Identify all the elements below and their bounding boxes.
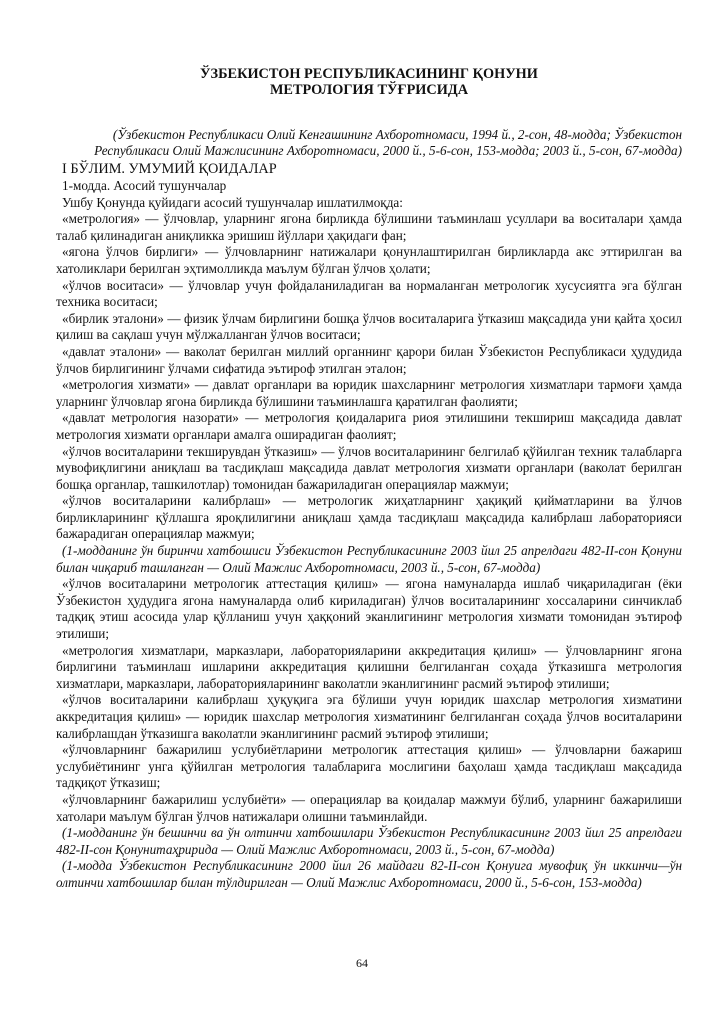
amendment-note-2: (1-модданинг ўн бешинчи ва ўн олтинчи хатбошилари Ўзбекистон Республикасининг 2003 йил 25 апрелдаги 482-II-сон Қонунитаҳририда — Олий Мажлис Ахборотномаси, 2003 й., 5-сон, 67-модда) (56, 825, 682, 857)
definition-state-supervision: «давлат метрология назорати» — метрология қоидаларига риоя этилишини текшириш мақсадида давлат метрология хизмати органлари амалга оширадиган фаолият; (56, 410, 682, 442)
intro-paragraph: Ушбу Қонунда қуйидаги асосий тушунчалар ишлатилмоқда: (62, 194, 403, 210)
definition-unified-unit: «ягона ўлчов бирлиги» — ўлчовларнинг натижалари қонунлаштирилган бирликларда акс эттирилган ва хатоликлари берилган эҳтимолликда маълум бўлган ўлчов ҳолати; (56, 244, 682, 276)
definition-accreditation: «метрология хизматлари, марказлари, лабораторияларини аккредитация қилиш» — ўлчовларнинг ягона бирлигини таъминлаш ишларини аккредитация қилишни белгиланган соҳада ўтказишга метрология хизматлари, марказлари, лабораторияларининг ваколатли эканлигининг расмий эътироф этилиши; (56, 642, 682, 691)
law-title-line-1: ЎЗБЕКИСТОН РЕСПУБЛИКАСИНИНГ ҚОНУНИ (200, 66, 538, 82)
definition-metrology-service: «метрология хизмати» — давлат органлари ва юридик шахсларнинг метрология хизматлари тармоғи ҳамда уларнинг ўлчовлар ягона бирликда бўлишини таъминлашга қаратилган фаолияти; (56, 377, 682, 409)
definition-verification: «ўлчов воситаларини текширувдан ўтказиш» — ўлчов воситаларининг белгилаб қўйилган техник талабларга мувофиқлигини аниқлаш ва тасдиқлаш мақсадида давлат метрология хизмати органлари (ваколат берилган бошқа органлар, ташкилотлар) томонидан бажариладиган операциялар мажмуи; (56, 443, 682, 492)
definition-measuring-instrument: «ўлчов воситаси» — ўлчовлар учун фойдаланиладиган ва нормаланган метрологик хусусиятга эга бўлган техника воситаси; (56, 277, 682, 310)
amendment-note-1: (1-модданинг ўн биринчи хатбошиси Ўзбекистон Республикасининг 2003 йил 25 апрелдаги 482-II-сон Қонуни билан чиқариб ташланган — Олий Мажлис Ахборотномаси, 2003 й., 5-сон, 67-модда) (56, 543, 682, 575)
definition-calibration-accreditation: «ўлчов воситаларини калибрлаш ҳуқуқига эга бўлиши учун юридик шахслар метрология хизматини аккредитация қилиш» — юридик шахслар метрология хизматининг белгиланган соҳада ўлчов воситаларини калибрлашдан ўтказишга ваколатли эканлигининг расмий эътироф этилиши; (56, 692, 682, 741)
definition-unit-standard: «бирлик эталони» — физик ўлчам бирлигини бошқа ўлчов воситаларига ўтказиш мақсадида уни қайта ҳосил қилиш ва сақлаш учун мўлжалланган ўлчов воситаси; (56, 310, 682, 343)
definition-method-attestation: «ўлчовларнинг бажарилиш услубиётларини метрологик аттестация қилиш» — ўлчовларни бажариш услубиётининг унга қўйилган метрология талабларига мослигини баҳолаш ҳамда тасдиқлаш мақсадида тадқиқот ўтказиш; (56, 742, 682, 791)
definition-measurement-method: «ўлчовларнинг бажарилиш услубиёти» — операциялар ва қоидалар мажмуи бўлиб, уларнинг бажарилиши хатолари маълум бўлган ўлчов натижалари олишни таъминлайди. (56, 791, 682, 824)
definition-metrology: «метрология» — ўлчовлар, уларнинг ягона бирликда бўлишини таъминлаш усуллари ва воситалари ҳамда талаб қилинадиган аниқликка эришиш йўллари ҳақидаги фан; (56, 211, 682, 243)
definition-metrological-attestation: «ўлчов воситаларини метрологик аттестация қилиш» — ягона намуналарда ишлаб чиқариладиган (ёки Ўзбекистон ҳудудига ягона намуналарда олиб кириладиган) ўлчов воситаларининг хоссаларини синчиклаб тадқиқ этиш асосида улар қўлланиш учун ҳаққоний эканлигининг метрология хизмати томонидан эътироф этилиши; (56, 576, 682, 642)
source-note: (Ўзбекистон Республикаси Олий Кенгашининг Ахборотномаси, 1994 й., 2-сон, 48-модда; Ўзбекистон Республикаси Олий Мажлисининг Ахборотномаси, 2000 й., 5-6-сон, 153-модда; 2003 й., 5-сон, 67-модда) (94, 127, 682, 158)
page-number: 64 (356, 956, 368, 970)
document-page (56, 66, 682, 892)
definition-calibration: «ўлчов воситаларини калибрлаш» — метрологик жиҳатларнинг ҳақиқий қийматларини ва ўлчов бирликларининг қўллашга яроқлилигини аниқлаш ҳамда тасдиқлаш мақсадида калибрлаш лабораторияси бажарадиган операциялар мажмуи; (56, 493, 682, 542)
amendment-note-3: (1-модда Ўзбекистон Республикасининг 2000 йил 26 майдаги 82-II-сон Қонуига мувофиқ ўн иккинчи—ўн олтинчи хатбошилар билан тўлдирилган — Олий Мажлис Ахборотномаси, 2000 й., 5-6-сон, 153-модда) (56, 858, 682, 890)
section-heading: I БЎЛИМ. УМУМИЙ ҚОИДАЛАР (62, 161, 277, 177)
definition-state-standard: «давлат эталони» — ваколат берилган миллий органнинг қарори билан Ўзбекистон Республикаси ҳудудида ўлчов бирлигининг ўлчами сифатида эътироф этилган эталон; (56, 343, 682, 376)
law-title-line-2: МЕТРОЛОГИЯ ТЎҒРИСИДА (269, 82, 469, 98)
article-heading: 1-модда. Асосий тушунчалар (62, 178, 227, 193)
